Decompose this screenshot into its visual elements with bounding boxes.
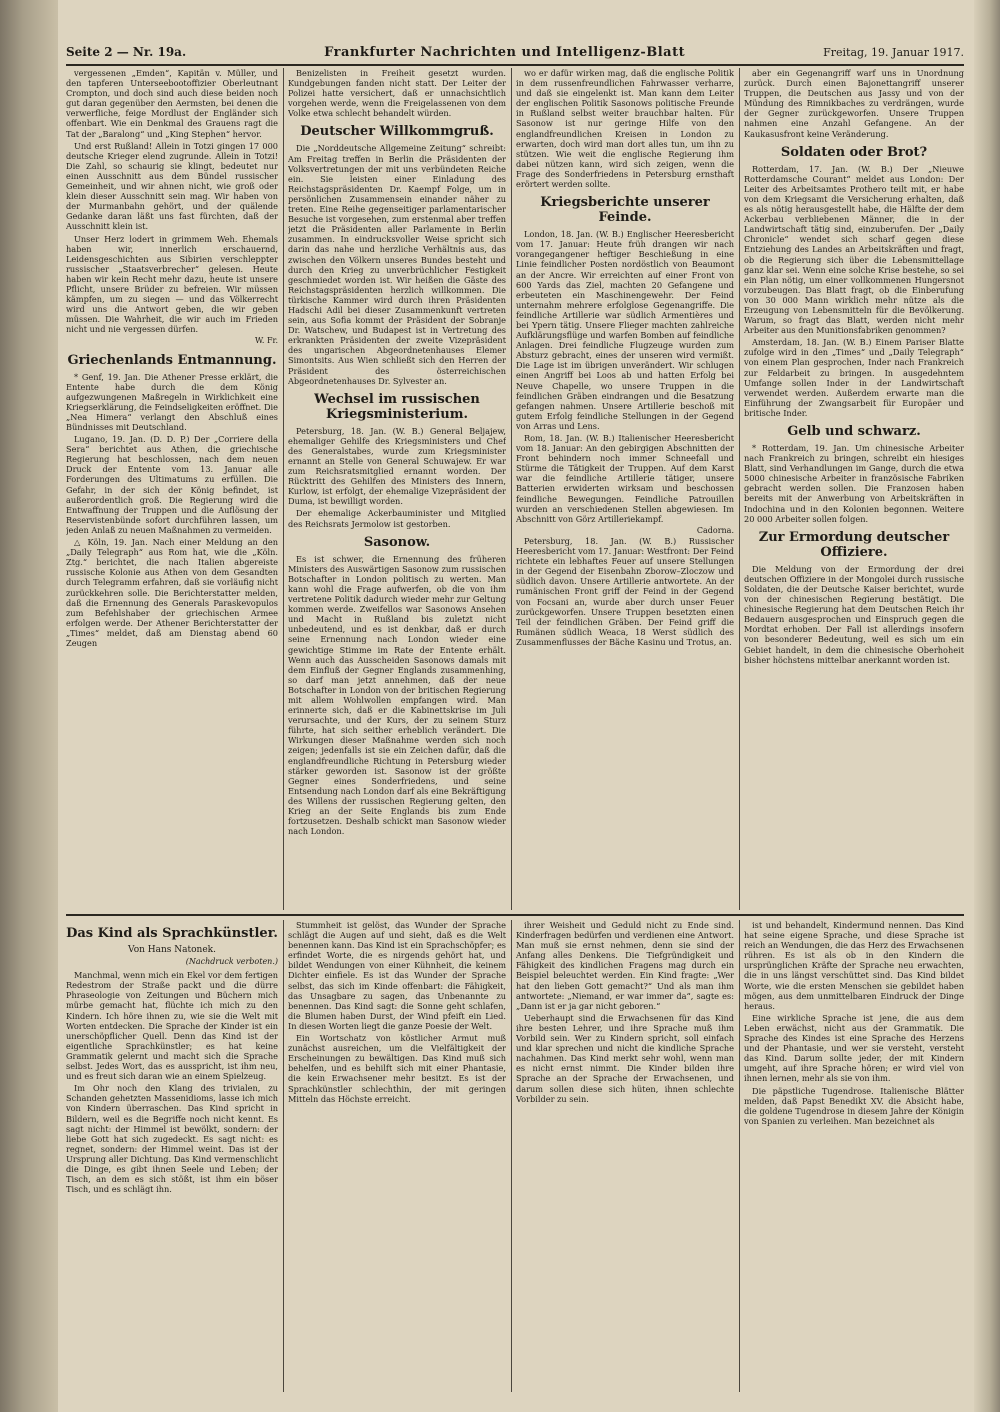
- headline-sasonow: Sasonow.: [363, 534, 431, 550]
- article-text: aber ein Gegenangriff warf uns in Unordnung zurück. Durch einen Bajonettangriff unserer Truppen, die Deutschen aus Jassy und von der Mündung des Rimnikbaches zu verdrängen, wurde der Gegner zurückgeworfen. Unsere Truppen nahmen eine Anzahl Gefangene. An der Kaukasusfront keine Veränderung.: [744, 68, 964, 139]
- column-rule: [511, 920, 512, 1392]
- article-text: Die päpstliche Tugendrose. Italienische Blätter melden, daß Papst Benedikt XV. die Absicht habe, die goldene Tugendrose in diesem Jahre der Königin von Spanien zu verleihen. Man bezeichnet als: [744, 1085, 964, 1126]
- article-text: Rom, 18. Jan. (W. B.) Italienischer Heeresbericht vom 18. Januar: An den gebirgigen Abschnitten der Front behindern noch immer Schneefall und Stürme die Tätigkeit der Truppen. Auf dem Karst war die feindliche Artillerie tätiger, unsere Batterien erwiderten wirksam und beschossen feindliche Bewegungen. Feindliche Patrouillen wurden an verschiedenen Stellen abgewiesen. Im Abschnitt von Görz Artilleriekampf.: [516, 433, 734, 524]
- article-text: Eine wirkliche Sprache ist jene, die aus dem Leben erwächst, nicht aus der Grammatik. Die Sprache des Kindes ist eine Sprache des Herzens und der Phantasie, und wer sie versteht, versteht das Kind. Darum sollte jeder, der mit Kindern umgeht, auf ihre Sprache hören; er wird viel von ihnen lernen, mehr als sie von ihm.: [744, 1012, 964, 1084]
- headline-welcome: Deutscher Willkommgruß.: [300, 124, 494, 140]
- feuilleton-column-4: [744, 920, 964, 1392]
- article-text: Ein Wortschatz von köstlicher Armut muß zunächst ausreichen, um die Vielfältigkeit der Erscheinungen zu bewältigen. Das Kind muß sich behelfen, und es behilft sich mit einer Phantasie, die kein Erwachsener mehr besitzt. Es ist der Sprachkünstler schlechthin, der mit geringen Mitteln das Höchste erreicht.: [288, 1033, 506, 1104]
- article-text: Die „Norddeutsche Allgemeine Zeitung“ schreibt: Am Freitag treffen in Berlin die Präsidenten der Volksvertretungen der mit uns verbündeten Reiche ein. Sie leisten einer Einladung des Reichstagspräsidenten Dr. Kaempf Folge, um in persönlichen Zusammensein einander näher zu treten. Eine Reihe gegenseitiger parlamentarischer Besuche ist vorgesehen, zum erstenmal aber treffen jetzt die Präsidenten aller Parlamente in Berlin zusammen. In eindrucksvoller Weise spricht sich darin das nahe und herzliche Verhältnis aus, das zwischen den Völkern unseres Bundes besteht und durch den Krieg zu unverbrüchlicher Festigkeit geschmiedet worden ist. Wir heißen die Gäste des Reichstagspräsidenten herzlich willkommen. Die türkische Kammer wird durch ihren Präsidenten Hadschi Adil bei dieser Zusammenkunft vertreten sein, aus Sofia kommt der Präsident der Sobranje Dr. Watschew, und Budapest ist in Vertretung des erkrankten Präsidenten der zweite Vizepräsident des ungarischen Abgeordnetenhauses Elemer Simontsits. Aus Wien schließt sich den Herren der Präsident des österreichischen Abgeordnetenhauses Dr. Sylvester an.: [288, 143, 506, 386]
- article-text: Der ehemalige Ackerbauminister und Mitglied des Reichsrats Jermolow ist gestorben.: [288, 508, 506, 529]
- article-text: wo er dafür wirken mag, daß die englische Politik in dem russenfreundlichen Fahrwasser verharre, und daß sie eingelenkt ist. Man kann dem Leiter der englischen Politik Sasonows politische Freunde in Rußland selbst weiter brauchbar halten. Für Sasonow ist nur geringe Hilfe von den englandfreundlichen Kreisen in London zu erwarten, doch wird man dort alles tun, um ihn zu stützen. Wie weit die englische Regierung ihm dabei nützen kann, wird sich zeigen, wenn die Frage des Sonderfriedens in Petersburg ernsthaft erörtert werden sollte.: [516, 68, 734, 190]
- headline-soldiers: Soldaten oder Brot?: [780, 144, 928, 160]
- article-text: * Rotterdam, 19. Jan. Um chinesische Arbeiter nach Frankreich zu bringen, schreibt ein hiesiges Blatt, sind Verhandlungen im Gange, durch die etwa 5000 chinesische Arbeiter in französische Fabriken gebracht werden sollen. Die Franzosen haben bereits mit der Anwerbung von Arbeitskräften in Indochina und in den Kolonien begonnen. Weitere 20 000 Arbeiter sollen folgen.: [744, 443, 964, 524]
- article-text: ist und behandelt, Kindermund nennen. Das Kind hat seine eigene Sprache, und diese Sprache ist reich an Wendungen, die das Herz des Erwachsenen rühren. Es ist als ob in den Kindern die ursprünglichen Kräfte der Sprache neu erwachten, die in uns längst verschüttet sind. Das Kind bildet Worte, wie die ersten Menschen sie gebildet haben mögen, aus dem unmittelbaren Eindruck der Dinge heraus.: [744, 920, 964, 1011]
- column-rule: [283, 920, 284, 1392]
- feuilleton-column-2: [288, 920, 506, 1392]
- article-text: Es ist schwer, die Ernennung des früheren Ministers des Auswärtigen Sasonow zum russischen Botschafter in London politisch zu werten. Man kann wohl die Frage aufwerfen, ob die von ihm vertretene Politik dadurch wieder mehr zur Geltung kommen werde. Zweifellos war Sasonows Ansehen und Macht in Rußland bis zuletzt nicht unbedeutend, und es ist denkbar, daß er durch seine Ernennung nach London wieder eine gewichtige Stimme im Rate der Entente erhält. Wenn auch das Ausscheiden Sasonows damals mit dem Einfluß der Gegner Englands zusammenhing, so darf man jetzt annehmen, daß der neue Botschafter in London von der britischen Regierung mit allem Wohlwollen empfangen wird. Man erinnerte sich, daß er die Kabinettskrise im Juli verursachte, und der Kurs, der zu seinem Sturz führte, hat sich seither erheblich verändert. Die Wirkungen dieser Maßnahme werden sich noch zeigen; jedenfalls ist sie ein Zeichen dafür, daß die englandfreundliche Richtung in Petersburg wieder stärker geworden ist. Sasonow ist der größte Gegner eines Sonderfriedens, und seine Entsendung nach London darf als eine Bekräftigung des Willens der russischen Regierung gelten, den Krieg an der Seite Englands bis zum Ende fortzusetzen. Deshalb schickt man Sasonow wieder nach London.: [288, 553, 506, 837]
- article-text: Ueberhaupt sind die Erwachsenen für das Kind ihre besten Lehrer, und ihre Sprache muß ihm Vorbild sein. Wer zu Kindern spricht, soll einfach und klar sprechen und nicht die kindliche Sprache nachahmen. Das Kind merkt sehr wohl, wenn man es nicht ernst nimmt. Die Kinder bilden ihre Sprache an der Sprache der Erwachsenen, und darum sollen diese sich hüten, ihnen schlechte Vorbilder zu sein.: [516, 1012, 734, 1104]
- headline-greece: Griechenlands Entmannung.: [67, 352, 277, 368]
- headline-reports: Kriegsberichte unserer Feinde.: [540, 195, 710, 226]
- issue-date: Freitag, 19. Januar 1917.: [823, 45, 964, 59]
- newspaper-title: Frankfurter Nachrichten und Intelligenz-Blatt: [324, 44, 686, 60]
- page-header: [66, 40, 964, 66]
- article-text: Lugano, 19. Jan. (D. D. P.) Der „Corriere della Sera“ berichtet aus Athen, die griechische Regierung hat beschlossen, nach dem neuen Druck der Entente vom 13. Januar alle Forderungen des Ultimatums zu erfüllen. Die Gefahr, in der sich der König befindet, ist außerordentlich groß. Die Regierung wird die Entwaffnung der Truppen und die Auflösung der Reservistenbünde sofort durchführen lassen, um jeden Anlaß zu neuen Maßnahmen zu vermeiden.: [66, 434, 278, 535]
- column-4: [744, 68, 964, 910]
- column-1: [66, 68, 278, 910]
- article-text: Rotterdam, 17. Jan. (W. B.) Der „Nieuwe Rotterdamsche Courant“ meldet aus London: Der Leiter des Arbeitsamtes Prothero teilt mit, er habe von dem Kriegsamt die Versicherung erhalten, daß es als nötig herausgestellt habe, die Hälfte der dem Ackerbau verbliebenen Männer, die in der Landwirtschaft tätig sind, einzuberufen. Der „Daily Chronicle“ wendet sich scharf gegen diese Entziehung des Landes an Arbeitskräften und fragt, ob die Regierung sich über die Lebensmittellage ganz klar sei. Wenn eine solche Krise bestehe, so sei ein Plan nötig, um einer vollkommenen Hungersnot vorzubeugen. Das Blatt fragt, ob die Einberufung von 30 000 Mann wirklich mehr nütze als die Erzeugung von Lebensmitteln für die Bevölkerung. Warum, so fragt das Blatt, werden nicht mehr Arbeiter aus den Munitionsfabriken genommen?: [744, 163, 964, 336]
- feuilleton-column-1: [66, 920, 278, 1392]
- headline-ministry: Wechsel im russischen Kriegsministerium.: [314, 391, 480, 422]
- article-text: Unser Herz lodert in grimmem Weh. Ehemals haben wir, innerlich erschauernd, Leidensgeschichten aus Sibirien verschleppter russischer „Staatsverbrecher“ gelesen. Heute haben wir kein Recht mehr dazu, heute ist unsere Pflicht, unsere Brüder zu befreien. Wir müssen kämpfen, um zu siegen — und das Völkerrecht wird uns die Antwort geben, die wir geben müssen. Die Wahrheit, die wir auch im Frieden nicht und nie vergessen dürfen.: [66, 233, 278, 335]
- page-edge: [974, 0, 1000, 1412]
- article-text: Stummheit ist gelöst, das Wunder der Sprache schlägt die Augen auf und sieht, daß es die Welt benennen kann. Das Kind ist ein Sprachschöpfer; es erfindet Worte, die es nirgends gehört hat, und bildet Wendungen von einer Kühnheit, die keinem Dichter einfiele. Es ist das Wunder der Sprache selbst, das sich im Kinde offenbart: die Fähigkeit, das Unsagbare zu sagen, das Unbenannte zu benennen. Das Kind sagt: die Sonne geht schlafen, die Blumen haben Durst, der Wind pfeift ein Lied. In diesen Worten liegt die ganze Poesie der Welt.: [288, 920, 506, 1031]
- article-text: vergessenen „Emden“, Kapitän v. Müller, und den tapferen Unterseebootoffizier Oberleutnant Crompton, und doch sind auch diese beiden noch gut daran gegenüber den Aermsten, bei denen die verwerfliche, feige Mordlust der Engländer sich offenbart. Wie ein Denkmal des Grauens ragt die Tat der „Baralong“ und „King Stephen“ hervor.: [66, 68, 278, 139]
- section-divider: [66, 914, 964, 916]
- headline-murder: Zur Ermordung deutscher Offiziere.: [758, 529, 950, 560]
- article-text: Amsterdam, 18. Jan. (W. B.) Einem Pariser Blatte zufolge wird in den „Times“ und „Daily Telegraph“ von einem Plan gesprochen, Inder nach Frankreich zur Feldarbeit zu bringen. In ausgedehntem Umfange sollen Inder in der Landwirtschaft verwendet werden. Außerdem erwarte man die Einführung der Zwangsarbeit für Europäer und britische Inder.: [744, 337, 964, 418]
- article-text: Petersburg, 18. Jan. (W. B.) Russischer Heeresbericht vom 17. Januar: Westfront: Der Feind richtete ein lebhaftes Feuer auf unsere Stellungen in der Gegend der Eisenbahn Zborow–Zloczow und südlich davon. Unsere Artillerie antwortete. An der rumänischen Front griff der Feind in der Gegend von Focsani an, wurde aber durch unser Feuer zurückgeworfen. Unsere Truppen besetzten einen Teil der feindlichen Gräben. Der Feind griff die Rumänen südlich Weaca, 18 Werst südlich des Zusammenflusses der Bäche Kasinu und Trotus, an.: [516, 535, 734, 647]
- article-text: △ Köln, 19. Jan. Nach einer Meldung an den „Daily Telegraph“ aus Rom hat, wie die „Köln. Ztg.“ berichtet, die nach Italien abgereiste russische Kolonie aus Athen von dem Gesandten durch Telegramm erfahren, daß sie vorläufig nicht zurückkehren solle. Die Berichterstatter melden, daß die Ernennung des Generals Paraskevopulos zum Befehlshaber der griechischen Armee erfolgen werde. Der Athener Berichterstatter der „Times“ meldet, daß am Dienstag abend 60 Zeugen: [66, 537, 278, 648]
- headline-yellow: Gelb und schwarz.: [787, 424, 921, 439]
- column-rule: [739, 920, 740, 1392]
- article-text: Benizelisten in Freiheit gesetzt wurden. Kundgebungen fanden nicht statt. Der Leiter der Polizei hatte versichert, daß er unnachsichtlich vorgehen werde, wenn die Freigelassenen von dem Volke etwa schlecht behandelt würden.: [288, 68, 506, 119]
- article-text: Petersburg, 18. Jan. (W. B.) General Beljajew, ehemaliger Gehilfe des Kriegsministers und Chef des Generalstabes, wurde zum Kriegsminister ernannt an Stelle von General Schuwajew. Er war zum Reichsratsmitglied ernannt worden. Der Rücktritt des Gehilfen des Ministers des Innern, Kurlow, ist erfolgt, der ehemalige Vizepräsident der Duma, ist bewilligt worden.: [288, 425, 506, 507]
- column-rule: [283, 68, 284, 910]
- article-text: Die Meldung von der Ermordung der drei deutschen Offiziere in der Mongolei durch russische Soldaten, die der Deutsche Kaiser berichtet, wurde von der chinesischen Regierung bestätigt. Die chinesische Regierung hat dem Deutschen Reich ihr Bedauern ausgesprochen und Einspruch gegen die Mordtat erhoben. Der Fall ist allerdings insofern von besonderer Bedeutung, weil es sich um ein Gebiet handelt, in dem die chinesische Oberhoheit bisher höchstens mittelbar anerkannt worden ist.: [744, 563, 964, 665]
- article-text: * Genf, 19. Jan. Die Athener Presse erklärt, die Entente habe durch die dem König aufgezwungenen Maßregeln in Wirklichkeit eine Kriegserklärung, die Feindseligkeiten eröffnet. Die „Nea Himera“ verlangt den Abschluß eines Bündnisses mit Deutschland.: [66, 371, 278, 432]
- article-text: Im Ohr noch den Klang des trivialen, zu Schanden gehetzten Massenidioms, lasse ich mich von Kindern überraschen. Das Kind spricht in Bildern, weil es die Begriffe noch nicht kennt. Es sagt nicht: der Himmel ist bewölkt, sondern: der liebe Gott hat sich zugedeckt. Es sagt nicht: es regnet, sondern: der Himmel weint. Das ist der Ursprung aller Dichtung. Das Kind vermenschlicht die Dinge, es gibt ihnen Seele und Leben; der Tisch, an dem es sich stößt, ist ihm ein böser Tisch, und es schlägt ihn.: [66, 1083, 278, 1195]
- column-2: [288, 68, 506, 910]
- article-text: Manchmal, wenn mich ein Ekel vor dem fertigen Redestrom der Straße packt und die dürre Phraseologie von Zeitungen und Büchern mich mürbe gemacht hat, flüchte ich mich zu den Kindern. Ich höre ihnen zu, wie sie die Welt mit Worten entdecken. Die Sprache der Kinder ist ein unerschöpflicher Quell. Denn das Kind ist der eigentliche Sprachkünstler; es hat keine Grammatik gelernt und macht sich die Sprache selbst. Jedes Wort, das es ausspricht, ist ihm neu, und es freut sich daran wie an einem Spielzeug.: [66, 970, 278, 1082]
- feuilleton-column-3: [516, 920, 734, 1392]
- feuilleton-title: Das Kind als Sprachkünstler.: [66, 926, 278, 941]
- article-signature: Cadorna.: [696, 525, 734, 535]
- article-text: London, 18. Jan. (W. B.) Englischer Heeresbericht vom 17. Januar: Heute früh drangen wir nach vorangegangener heftiger Beschießung in eine Linie feindlicher Posten nordöstlich von Beaumont an der Ancre. Wir erreichten auf einer Front von 600 Yards das Ziel, machten 20 Gefangene und erbeuteten ein Maschinengewehr. Der Feind unternahm mehrere erfolglose Gegenangriffe. Die feindliche Artillerie war südlich Armentières und bei Ypern tätig. Unsere Flieger machten zahlreiche Aufklärungsflüge und warfen Bomben auf feindliche Anlagen. Drei feindliche Flugzeuge wurden zum Absturz gebracht, eines der unseren wird vermißt. Die Lage ist im übrigen unverändert. Wir schlugen einen Angriff bei Loos ab und hatten Erfolg bei Neuve Chapelle, wo unsere Truppen in die feindlichen Gräben eindrangen und die Besatzung gefangen nahmen. Unsere Artillerie beschoß mit gutem Erfolg feindliche Stellungen in der Gegend von Arras und Lens.: [516, 229, 734, 431]
- page-number: Seite 2 — Nr. 19a.: [66, 45, 187, 59]
- article-text: Und erst Rußland! Allein in Totzi gingen 17 000 deutsche Krieger elend zugrunde. Allein in Totzi! Die Zahl, so schaurig sie klingt, bedeutet nur einen Ausschnitt aus dem Bündel russischer Gemeinheit, und wir ahnen nicht, wie groß oder klein dieser Ausschnitt sein mag. Wir haben von der Murmanbahn gehört, und der quälende Gedanke daran läßt uns fast fürchten, daß der Ausschnitt klein ist.: [66, 140, 278, 232]
- column-3: [516, 68, 734, 910]
- article-text: ihrer Weisheit und Geduld nicht zu Ende sind. Kinderfragen bedürfen und verdienen eine Antwort. Man muß sie ernst nehmen, denn sie sind der Anfang alles Denkens. Die Tiefgründigkeit und Fähigkeit des kindlichen Fragens mag durch ein Beispiel beleuchtet werden. Ein Kind fragte: „Wer hat den lieben Gott gemacht?“ Und als man ihm antwortete: „Niemand, er war immer da“, sagte es: „Dann ist er ja gar nicht geboren.“: [516, 920, 734, 1011]
- reprint-note: (Nachdruck verboten.): [185, 957, 278, 967]
- article-signature: W. Fr.: [255, 336, 278, 346]
- feuilleton-author: Von Hans Natonek.: [128, 945, 216, 955]
- column-rule: [511, 68, 512, 910]
- book-binding: [0, 0, 58, 1412]
- column-rule: [739, 68, 740, 910]
